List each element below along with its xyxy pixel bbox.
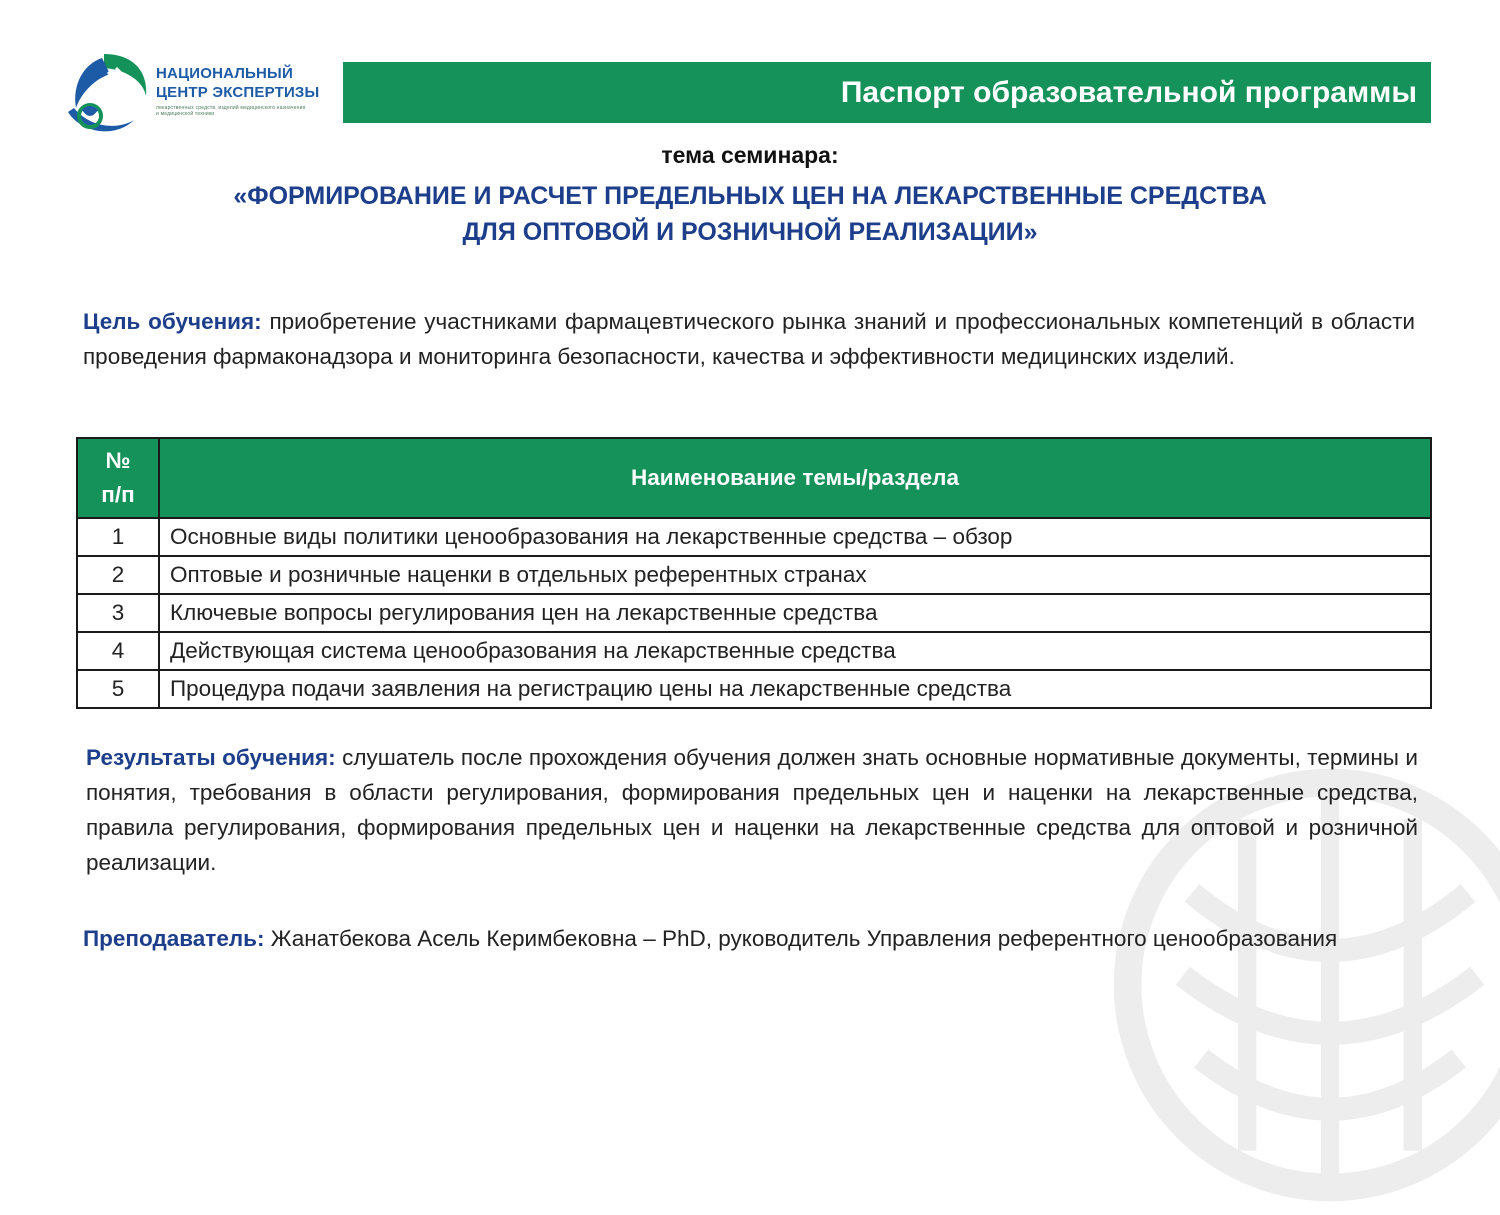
row-title: Действующая система ценообразования на лекарственные средства <box>159 632 1431 670</box>
header-num-line1: № <box>105 448 131 473</box>
header-title: Наименование темы/раздела <box>159 438 1431 518</box>
table-header-row <box>77 438 1431 518</box>
row-num: 5 <box>77 670 159 708</box>
topic-title <box>100 178 1400 250</box>
topic-title-line1: «ФОРМИРОВАНИЕ И РАСЧЕТ ПРЕДЕЛЬНЫХ ЦЕН НА ЛЕКАРСТВЕННЫЕ СРЕДСТВА <box>233 182 1267 210</box>
teacher-paragraph <box>83 921 1415 956</box>
header-bar <box>343 62 1431 123</box>
topics-table <box>76 437 1432 709</box>
table-row <box>77 518 1431 556</box>
logo <box>64 50 324 140</box>
logo-line2: ЦЕНТР ЭКСПЕРТИЗЫ <box>156 84 320 101</box>
logo-emblem-icon <box>64 50 150 138</box>
goal-text: приобретение участниками фармацевтического рынка знаний и профессиональных компетенций в области проведения фармаконадзора и мониторинга безопасности, качества и эффективности медицинских изделий. <box>83 309 1415 369</box>
table-row <box>77 632 1431 670</box>
topic-title-line2: ДЛЯ ОПТОВОЙ И РОЗНИЧНОЙ РЕАЛИЗАЦИИ» <box>462 218 1038 246</box>
row-num: 4 <box>77 632 159 670</box>
results-text: слушатель после прохождения обучения должен знать основные нормативные документы, термины и понятия, требования в области регулирования, формирования предельных цен и наценки на лекарственные средства, правила регулирования, формирования предельных цен и наценки на лекарственные средства для оптовой и розничной реализации. <box>86 745 1418 875</box>
row-num: 1 <box>77 518 159 556</box>
logo-subtitle: лекарственных средств, изделий медицинского назначения и медицинской техники <box>156 105 306 117</box>
goal-label: Цель обучения: <box>83 309 262 334</box>
row-title: Оптовые и розничные наценки в отдельных референтных странах <box>159 556 1431 594</box>
teacher-label: Преподаватель: <box>83 926 265 951</box>
row-title: Ключевые вопросы регулирования цен на лекарственные средства <box>159 594 1431 632</box>
row-title: Основные виды политики ценообразования на лекарственные средства – обзор <box>159 518 1431 556</box>
row-num: 2 <box>77 556 159 594</box>
logo-line1: НАЦИОНАЛЬНЫЙ <box>156 65 293 82</box>
table-row <box>77 670 1431 708</box>
logo-text <box>156 64 319 117</box>
results-paragraph <box>86 740 1418 880</box>
teacher-text: Жанатбекова Асель Керимбековна – PhD, руководитель Управления референтного ценообразования <box>270 926 1338 951</box>
table-row <box>77 556 1431 594</box>
header-num-line2: п/п <box>101 482 135 507</box>
results-label: Результаты обучения: <box>86 745 336 770</box>
topic-label: тема семинара: <box>661 142 839 168</box>
row-num: 3 <box>77 594 159 632</box>
row-title: Процедура подачи заявления на регистрацию цены на лекарственные средства <box>159 670 1431 708</box>
table-row <box>77 594 1431 632</box>
goal-paragraph <box>83 304 1415 374</box>
header-num <box>77 438 159 518</box>
page-title: Паспорт образовательной программы <box>840 75 1417 109</box>
